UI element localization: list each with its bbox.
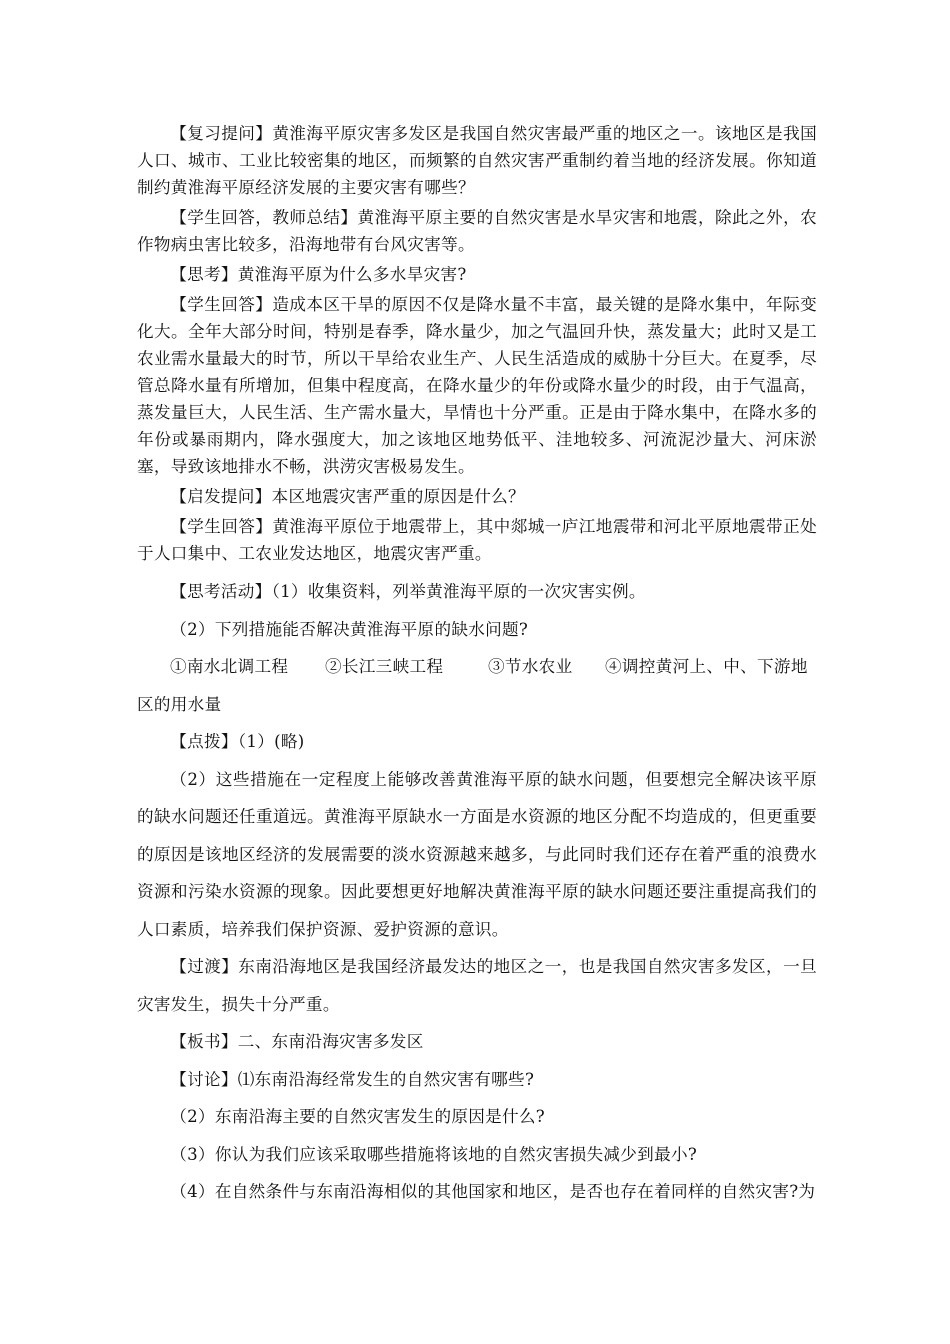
- paragraph-think: 【思考】黄淮海平原为什么多水旱灾害?: [170, 265, 467, 284]
- document-body: [137, 120, 817, 1211]
- measure-item: ②长江三峡工程: [325, 657, 444, 676]
- paragraph-discussion-2: （2）东南沿海主要的自然灾害发生的原因是什么?: [170, 1107, 546, 1126]
- paragraph-hint-answer: （2）这些措施在一定程度上能够改善黄淮海平原的缺水问题，但要想完全解决该平原的缺水问题还任重道远。黄淮海平原缺水一方面是水资源的地区分配不均造成的，但更重要的原因是该地区经济的发展需要的淡水资源越来越多，与此同时我们还存在着严重的浪费水资源和污染水资源的现象。因此要想更好地解决黄淮海平原的缺水问题还要注重提高我们的人口素质，培养我们保护资源、爱护资源的意识。: [137, 769, 817, 939]
- paragraph-measures-question: （2）下列措施能否解决黄淮海平原的缺水问题?: [170, 619, 529, 639]
- measure-item: ④调控黄河上、中、下游地: [605, 657, 808, 676]
- paragraph-student-answer-drought: 【学生回答】造成本区干旱的原因不仅是降水量不丰富，最关键的是降水集中，年际变化大。全年大部分时间，特别是春季，降水量少，加之气温回升快，蒸发量大；此时又是工农业需水量最大的时节，所以干旱给农业生产、人民生活造成的威胁十分巨大。在夏季，尽管总降水量有所增加，但集中程度高，在降水量少的年份或降水量少的时段，由于气温高，蒸发量巨大，人民生活、生产需水量大，旱情也十分严重。正是由于降水集中，在降水多的年份或暴雨期内，降水强度大，加之该地区地势低平、洼地较多、河流泥沙量大、河床淤塞，导致该地排水不畅，洪涝灾害极易发生。: [137, 295, 817, 476]
- measure-item: ①南水北调工程: [170, 657, 289, 676]
- paragraph-review-question: 【复习提问】黄淮海平原灾害多发区是我国自然灾害最严重的地区之一。该地区是我国人口、城市、工业比较密集的地区，而频繁的自然灾害严重制约着当地的经济发展。你知道制约黄淮海平原经济发展的主要灾害有哪些？: [137, 124, 817, 197]
- paragraph-transition: 【过渡】东南沿海地区是我国经济最发达的地区之一，也是我国自然灾害多发区，一旦灾害发生，损失十分严重。: [137, 957, 817, 1014]
- paragraph-blackboard: 【板书】二、东南沿海灾害多发区: [170, 1032, 424, 1051]
- measure-item: ③节水农业: [488, 657, 573, 676]
- paragraph-think-activity: 【思考活动】（1）收集资料，列举黄淮海平原的一次灾害实例。: [170, 582, 646, 601]
- paragraph-student-answer-summary: 【学生回答，教师总结】黄淮海平原主要的自然灾害是水旱灾害和地震，除此之外，农作物病虫害比较多，沿海地带有台风灾害等。: [137, 208, 817, 254]
- measures-list: [137, 648, 817, 686]
- paragraph-inspire-question: 【启发提问】本区地震灾害严重的原因是什么？: [170, 487, 525, 506]
- paragraph-hint: 【点拨】（1）(略): [170, 732, 305, 751]
- paragraph-discussion-3: （3）你认为我们应该采取哪些措施将该地的自然灾害损失减少到最小?: [170, 1144, 698, 1164]
- paragraph-student-answer-earthquake: 【学生回答】黄淮海平原位于地震带上，其中郯城一庐江地震带和河北平原地震带正处于人口集中、工农业发达地区，地震灾害严重。: [137, 517, 817, 563]
- paragraph-discussion-4: （4）在自然条件与东南沿海相似的其他国家和地区，是否也存在着同样的自然灾害?为: [170, 1182, 816, 1201]
- measure-item-continuation: 区的用水量: [137, 694, 222, 714]
- paragraph-discussion-1: 【讨论】⑴东南沿海经常发生的自然灾害有哪些?: [170, 1069, 535, 1089]
